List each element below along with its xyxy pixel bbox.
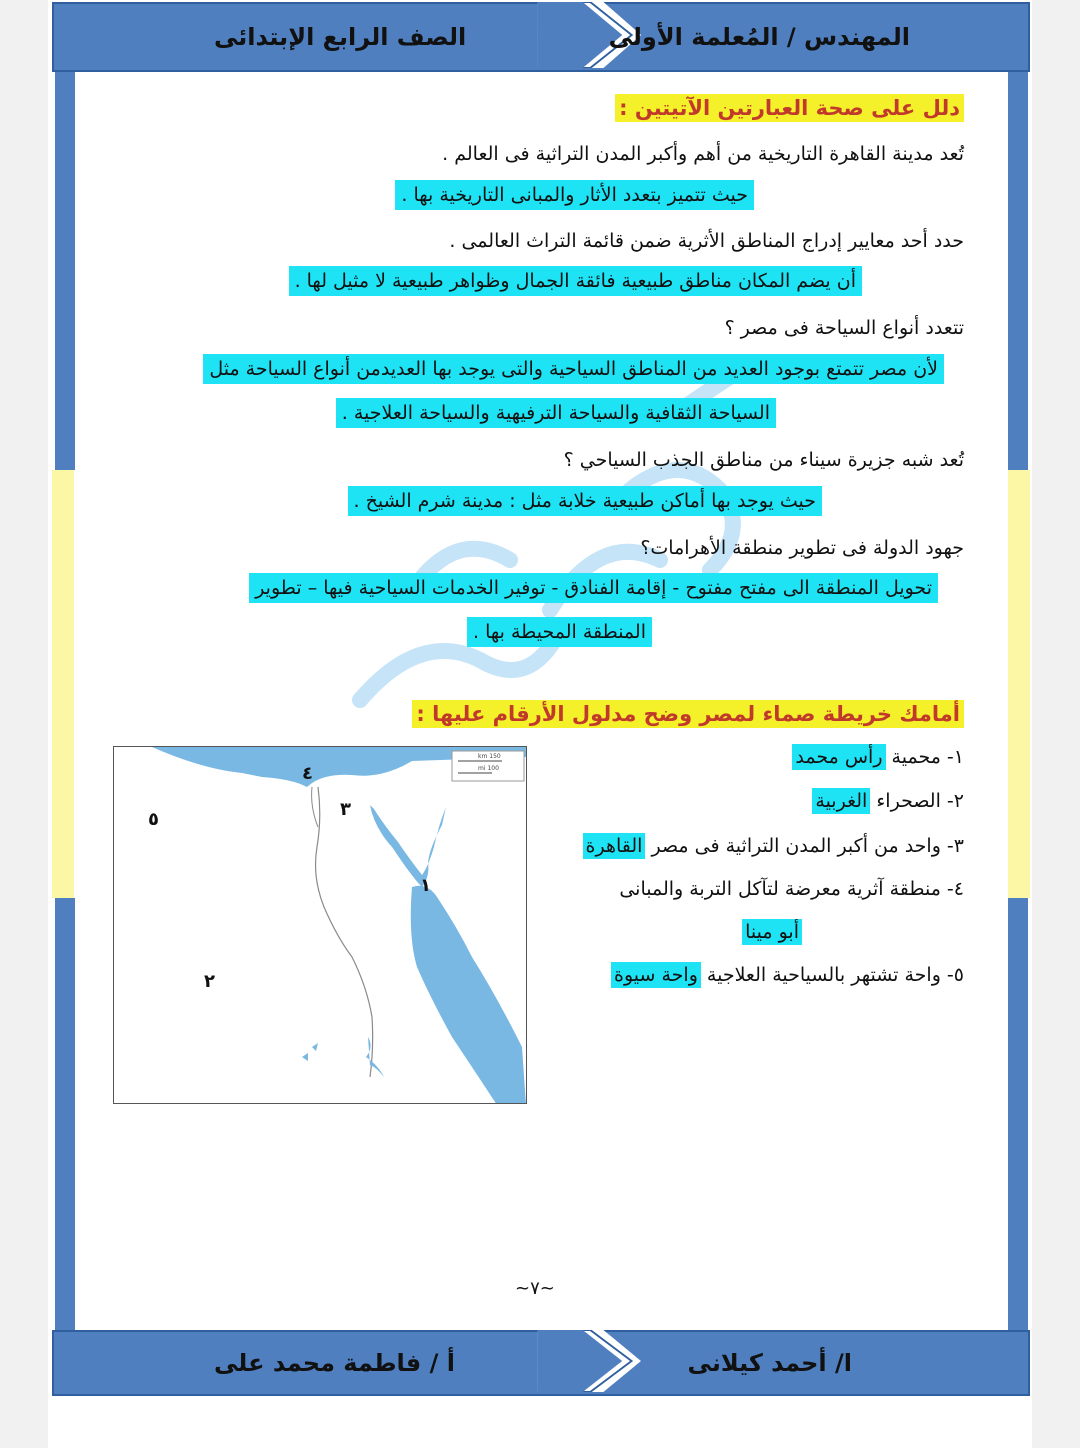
section2-title <box>412 702 964 726</box>
map-item-5 <box>611 964 964 986</box>
right-yellow-strip <box>1008 470 1030 898</box>
map-item-4-answer: أبو مينا <box>742 921 802 943</box>
map-item-4: ٤- منطقة آثرية معرضة لتآكل التربة والمبانى <box>619 878 964 900</box>
map-number-4: ٤ <box>302 763 313 784</box>
section1-title-text: دلل على صحة العبارتين الآتيتين : <box>615 94 964 122</box>
a1: حيث تتميز بتعدد الأثار والمبانى التاريخية بها . <box>395 180 754 210</box>
a5-line2: المنطقة المحيطة بها . <box>467 617 652 647</box>
map-item-3-answer: القاهرة <box>583 833 646 859</box>
a3-line1: لأن مصر تتمتع بوجود العديد من المناطق السياحية والتى يوجد بها العديدمن أنواع السياحة مثل <box>203 354 944 384</box>
section2-title-text: أمامك خريطة صماء لمصر وضح مدلول الأرقام عليها : <box>412 700 964 728</box>
q5: جهود الدولة فى تطوير منطقة الأهرامات؟ <box>640 537 964 559</box>
map-item-2-label: ٢- الصحراء <box>870 790 964 812</box>
q3: تتعدد أنواع السياحة فى مصر ؟ <box>724 317 964 339</box>
header-left-text: الصف الرابع الإبتدائى <box>214 23 467 51</box>
map-item-3 <box>583 835 965 857</box>
a5-line1: تحويل المنطقة الى مفتح مفتوح - إقامة الفنادق - توفير الخدمات السياحية فيها – تطوير <box>249 573 938 603</box>
map-number-1: ١ <box>420 875 431 896</box>
map-number-3: ٣ <box>340 799 351 820</box>
map-item-5-answer: واحة سيوة <box>611 962 701 988</box>
page-number: ~٧~ <box>515 1278 555 1299</box>
map-drawing <box>113 747 526 1104</box>
q2: حدد أحد معايير إدراج المناطق الأثرية ضمن قائمة التراث العالمى . <box>449 230 964 252</box>
map-item-1 <box>792 746 964 768</box>
a4: حيث يوجد بها أماكن طبيعية خلابة مثل : مدينة شرم الشيخ . <box>348 486 823 516</box>
left-border-bar <box>55 72 75 470</box>
map-scale-km: 150 km <box>478 753 501 760</box>
section1-title <box>615 96 964 120</box>
map-scale-mi: 100 mi <box>478 765 499 772</box>
footer-band <box>52 1330 1030 1396</box>
map-item-5-label: ٥- واحة تشتهر بالسياحية العلاجية <box>700 964 964 986</box>
egypt-blank-map <box>113 746 527 1104</box>
footer-right-text: ا/ أحمد كيلانى <box>687 1349 852 1377</box>
header-right-text: المهندس / المُعلمة الأولى <box>608 23 910 51</box>
q1: تُعد مدينة القاهرة التاريخية من أهم وأكبر المدن التراثية فى العالم . <box>442 143 964 165</box>
a3-line2: السياحة الثقافية والسياحة الترفيهية والسياحة العلاجية . <box>336 398 776 428</box>
map-item-2 <box>812 790 964 812</box>
right-border-bar <box>1008 72 1028 470</box>
map-number-2: ٢ <box>204 971 215 992</box>
chevron-divider-icon <box>534 1330 654 1392</box>
map-item-2-answer: الغربية <box>812 788 870 814</box>
map-number-5: ٥ <box>148 809 159 830</box>
map-item-3-label: ٣- واحد من أكبر المدن التراثية فى مصر <box>645 835 964 857</box>
header-band <box>52 2 1030 72</box>
a2: أن يضم المكان مناطق طبيعية فائقة الجمال وظواهر طبيعية لا مثيل لها . <box>289 266 862 296</box>
map-item-1-answer: رأس محمد <box>792 744 885 770</box>
left-border-bar-lower <box>55 898 75 1330</box>
footer-left-text: أ / فاطمة محمد على <box>214 1349 455 1377</box>
q4: تُعد شبه جزيرة سيناء من مناطق الجذب السياحي ؟ <box>563 449 964 471</box>
map-item-1-label: ١- محمية <box>885 746 964 768</box>
left-yellow-strip <box>52 470 74 898</box>
right-border-bar-lower <box>1008 898 1028 1330</box>
